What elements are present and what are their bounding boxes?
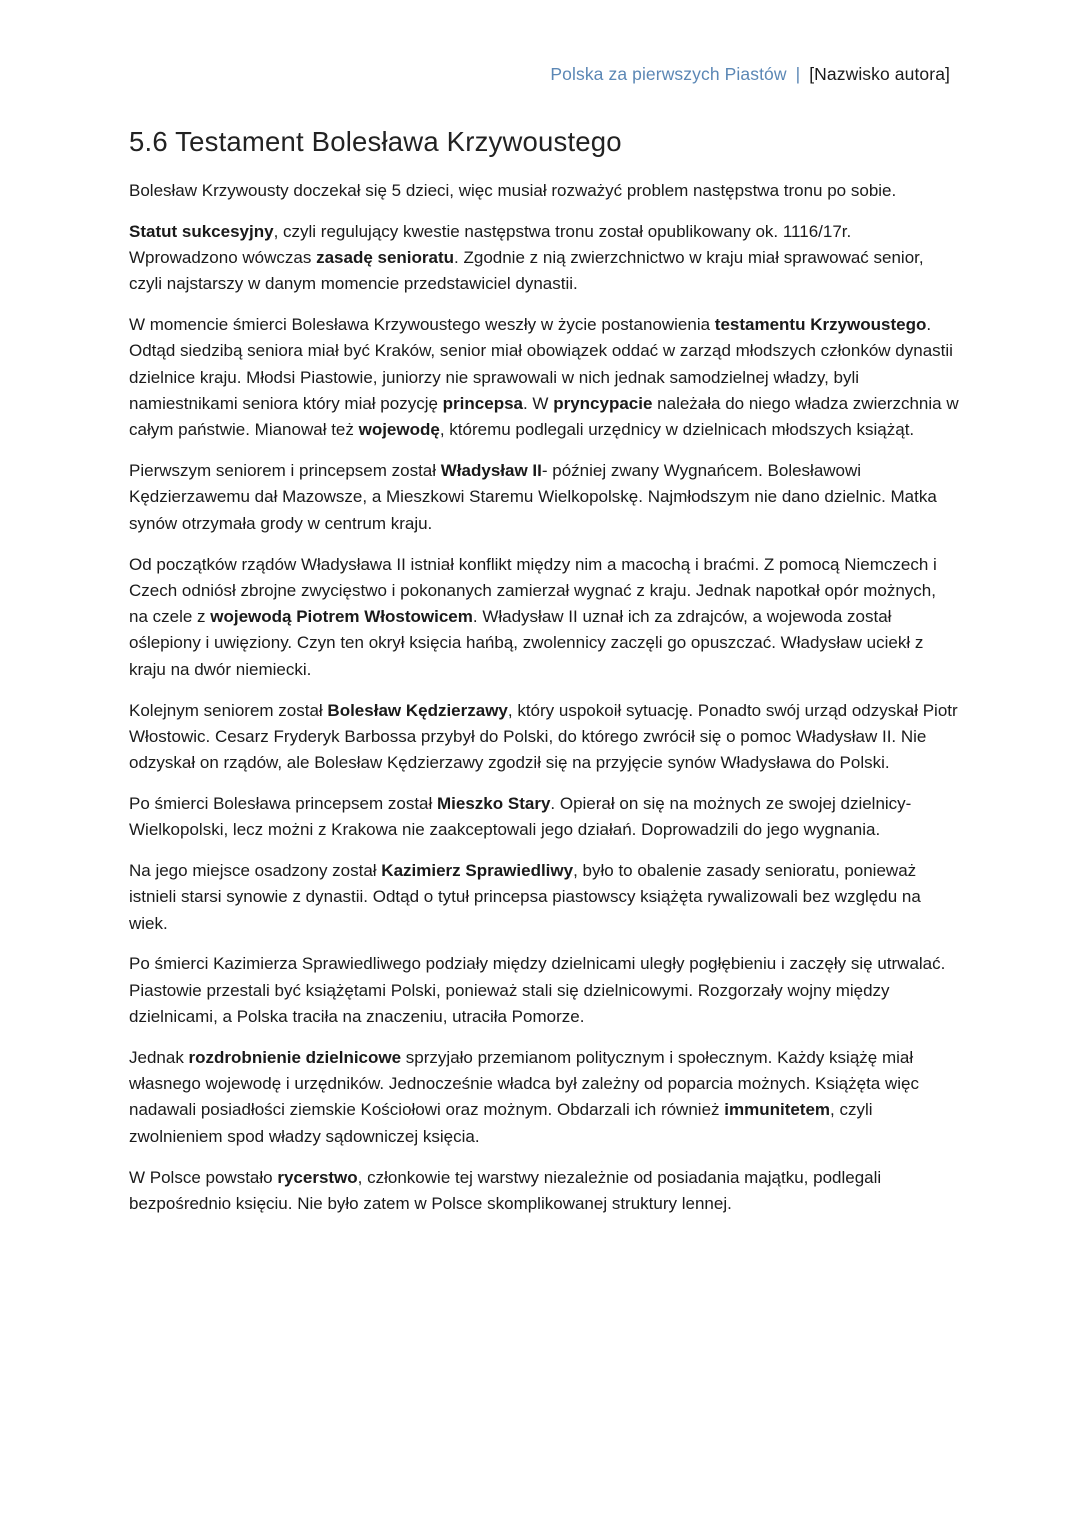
paragraph xyxy=(129,698,959,777)
bold-term: zasadę senioratu xyxy=(316,248,455,268)
paragraph xyxy=(129,312,959,443)
bold-term: rozdrobnienie dzielnicowe xyxy=(188,1047,402,1067)
paragraph-text: . Władysław II uznał ich za zdrajców, a wojewoda został oślepiony i uwięziony. Czyn ten okrył księcia hańbą, zwolennicy zaczęli go opuszczać. Władysław uciekł z kraju na dwór niemiecki. xyxy=(129,607,924,679)
paragraph xyxy=(129,951,959,1030)
paragraph xyxy=(129,1045,959,1150)
bold-term: rycerstwo xyxy=(277,1167,358,1187)
bold-term: Władysław II xyxy=(440,461,542,481)
paragraph xyxy=(129,1165,959,1218)
header-separator: | xyxy=(795,64,801,84)
paragraph-text: W momencie śmierci Bolesława Krzywoustego weszły w życie postanowienia xyxy=(129,315,715,335)
bold-term: Kazimierz Sprawiedliwy xyxy=(381,861,574,881)
paragraph-text: Po śmierci Bolesława princepsem został xyxy=(129,793,438,813)
paragraph xyxy=(129,458,959,537)
paragraph-text: Jednak xyxy=(129,1047,189,1067)
paragraph-text: . W xyxy=(522,394,554,414)
paragraph-text: Pierwszym seniorem i princepsem został xyxy=(129,461,441,481)
paragraph-text: , członkowie tej warstwy niezależnie od posiadania majątku, podlegali bezpośrednio księciu. Nie było zatem w Polsce skomplikowanej struktury lennej. xyxy=(129,1167,882,1213)
bold-term: immunitetem xyxy=(724,1100,831,1120)
header-author: [Nazwisko autora] xyxy=(809,64,950,84)
document-body xyxy=(129,126,959,1232)
paragraph-text: , czyli zwolnieniem spod władzy sądowniczej księcia. xyxy=(129,1100,873,1146)
bold-term: pryncypacie xyxy=(553,394,653,414)
paragraph xyxy=(129,858,959,937)
bold-term: Statut sukcesyjny xyxy=(129,221,274,241)
paragraph-text: , któremu podlegali urzędnicy w dzielnicach młodszych książąt. xyxy=(439,420,915,440)
paragraph-text: sprzyjało przemianom politycznym i społecznym. Każdy książę miał własnego wojewodę i urzędników. Jednocześnie władca był zależny od poparcia możnych. Książęta więc nadawali posiadłości ziemskie Kościołowi oraz możnym. Obdarzali ich również xyxy=(129,1047,919,1120)
paragraph xyxy=(129,219,959,298)
paragraph-text: Na jego miejsce osadzony został xyxy=(129,861,382,881)
paragraph-text: Bolesław Krzywousty doczekał się 5 dzieci, więc musiał rozważyć problem następstwa tronu po sobie. xyxy=(129,181,897,200)
paragraph-text: , który uspokoił sytuację. Ponadto swój urząd odzyskał Piotr Włostowic. Cesarz Fryderyk Barbossa przybył do Polski, do którego zwrócił się o pomoc Władysław II. Nie odzyskał on rządów, ale Bolesław Kędzierzawy zgodził się na przyjęcie synów Władysława do Polski. xyxy=(129,700,958,773)
bold-term: wojewodę xyxy=(358,420,440,440)
paragraph-text: W Polsce powstało xyxy=(129,1167,278,1187)
bold-term: Mieszko Stary xyxy=(437,793,551,813)
paragraph xyxy=(129,178,959,204)
bold-term: Bolesław Kędzierzawy xyxy=(327,700,508,720)
paragraph-text: Od początków rządów Władysława II istniał konflikt między nim a macochą i braćmi. Z pomocą Niemczech i Czech odniósł zbrojne zwycięstwo i pokonanych zamierzał wygnać z kraju. Jednak napotkał opór możnych, na czele z xyxy=(129,554,937,627)
paragraph-text: , było to obalenie zasady senioratu, ponieważ istnieli starsi synowie z dynastii. Odtąd o tytuł princepsa piastowscy książęta rywalizowali bez względu na wiek. xyxy=(129,861,921,933)
paragraph-text: . Opierał on się na możnych ze swojej dzielnicy- Wielkopolski, lecz możni z Krakowa nie zaakceptowali jego działań. Doprowadzili do jego wygnania. xyxy=(129,793,912,840)
bold-term: wojewodą Piotrem Włostowicem xyxy=(210,607,473,627)
header-title: Polska za pierwszych Piastów xyxy=(550,64,787,84)
paragraph xyxy=(129,791,959,844)
page-header xyxy=(550,64,950,85)
paragraph xyxy=(129,552,959,683)
paragraph-text: Po śmierci Kazimierza Sprawiedliwego podziały między dzielnicami uległy pogłębieniu i zaczęły się utrwalać. Piastowie przestali być książętami Polski, ponieważ stali się dzielnicowymi. Rozgorzały wojny między dzielnicami, a Polska traciła na znaczeniu, utraciła Pomorze. xyxy=(129,954,946,1027)
bold-term: princepsa xyxy=(442,394,523,414)
bold-term: testamentu Krzywoustego xyxy=(714,315,927,335)
paragraph-text: . Odtąd siedzibą seniora miał być Kraków, senior miał obowiązek oddać w zarząd młodszych członków dynastii dzielnice kraju. Młodsi Piastowie, juniorzy nie sprawowali w nich jednak samodzielnej władzy, byli namiestnikami seniora który miał pozycję xyxy=(129,315,953,414)
paragraph-text: . Zgodnie z nią zwierzchnictwo w kraju miał sprawować senior, czyli najstarszy w danym momencie przedstawiciel dynastii. xyxy=(129,248,924,294)
paragraph-list xyxy=(129,178,959,1217)
paragraph-text: należała do niego władza zwierzchnia w całym państwie. Mianował też xyxy=(129,394,959,440)
section-heading: 5.6 Testament Bolesława Krzywoustego xyxy=(129,126,622,157)
paragraph-text: Kolejnym seniorem został xyxy=(129,700,328,720)
paragraph-text: - później zwany Wygnańcem. Bolesławowi Kędzierzawemu dał Mazowsze, a Mieszkowi Staremu Wielkopolskę. Najmłodszym nie dano dzielnic. Matka synów otrzymała grody w centrum kraju. xyxy=(129,461,937,533)
paragraph-text: , czyli regulujący kwestie następstwa tronu został opublikowany ok. 1116/17r. Wprowadzono wówczas xyxy=(129,221,852,268)
